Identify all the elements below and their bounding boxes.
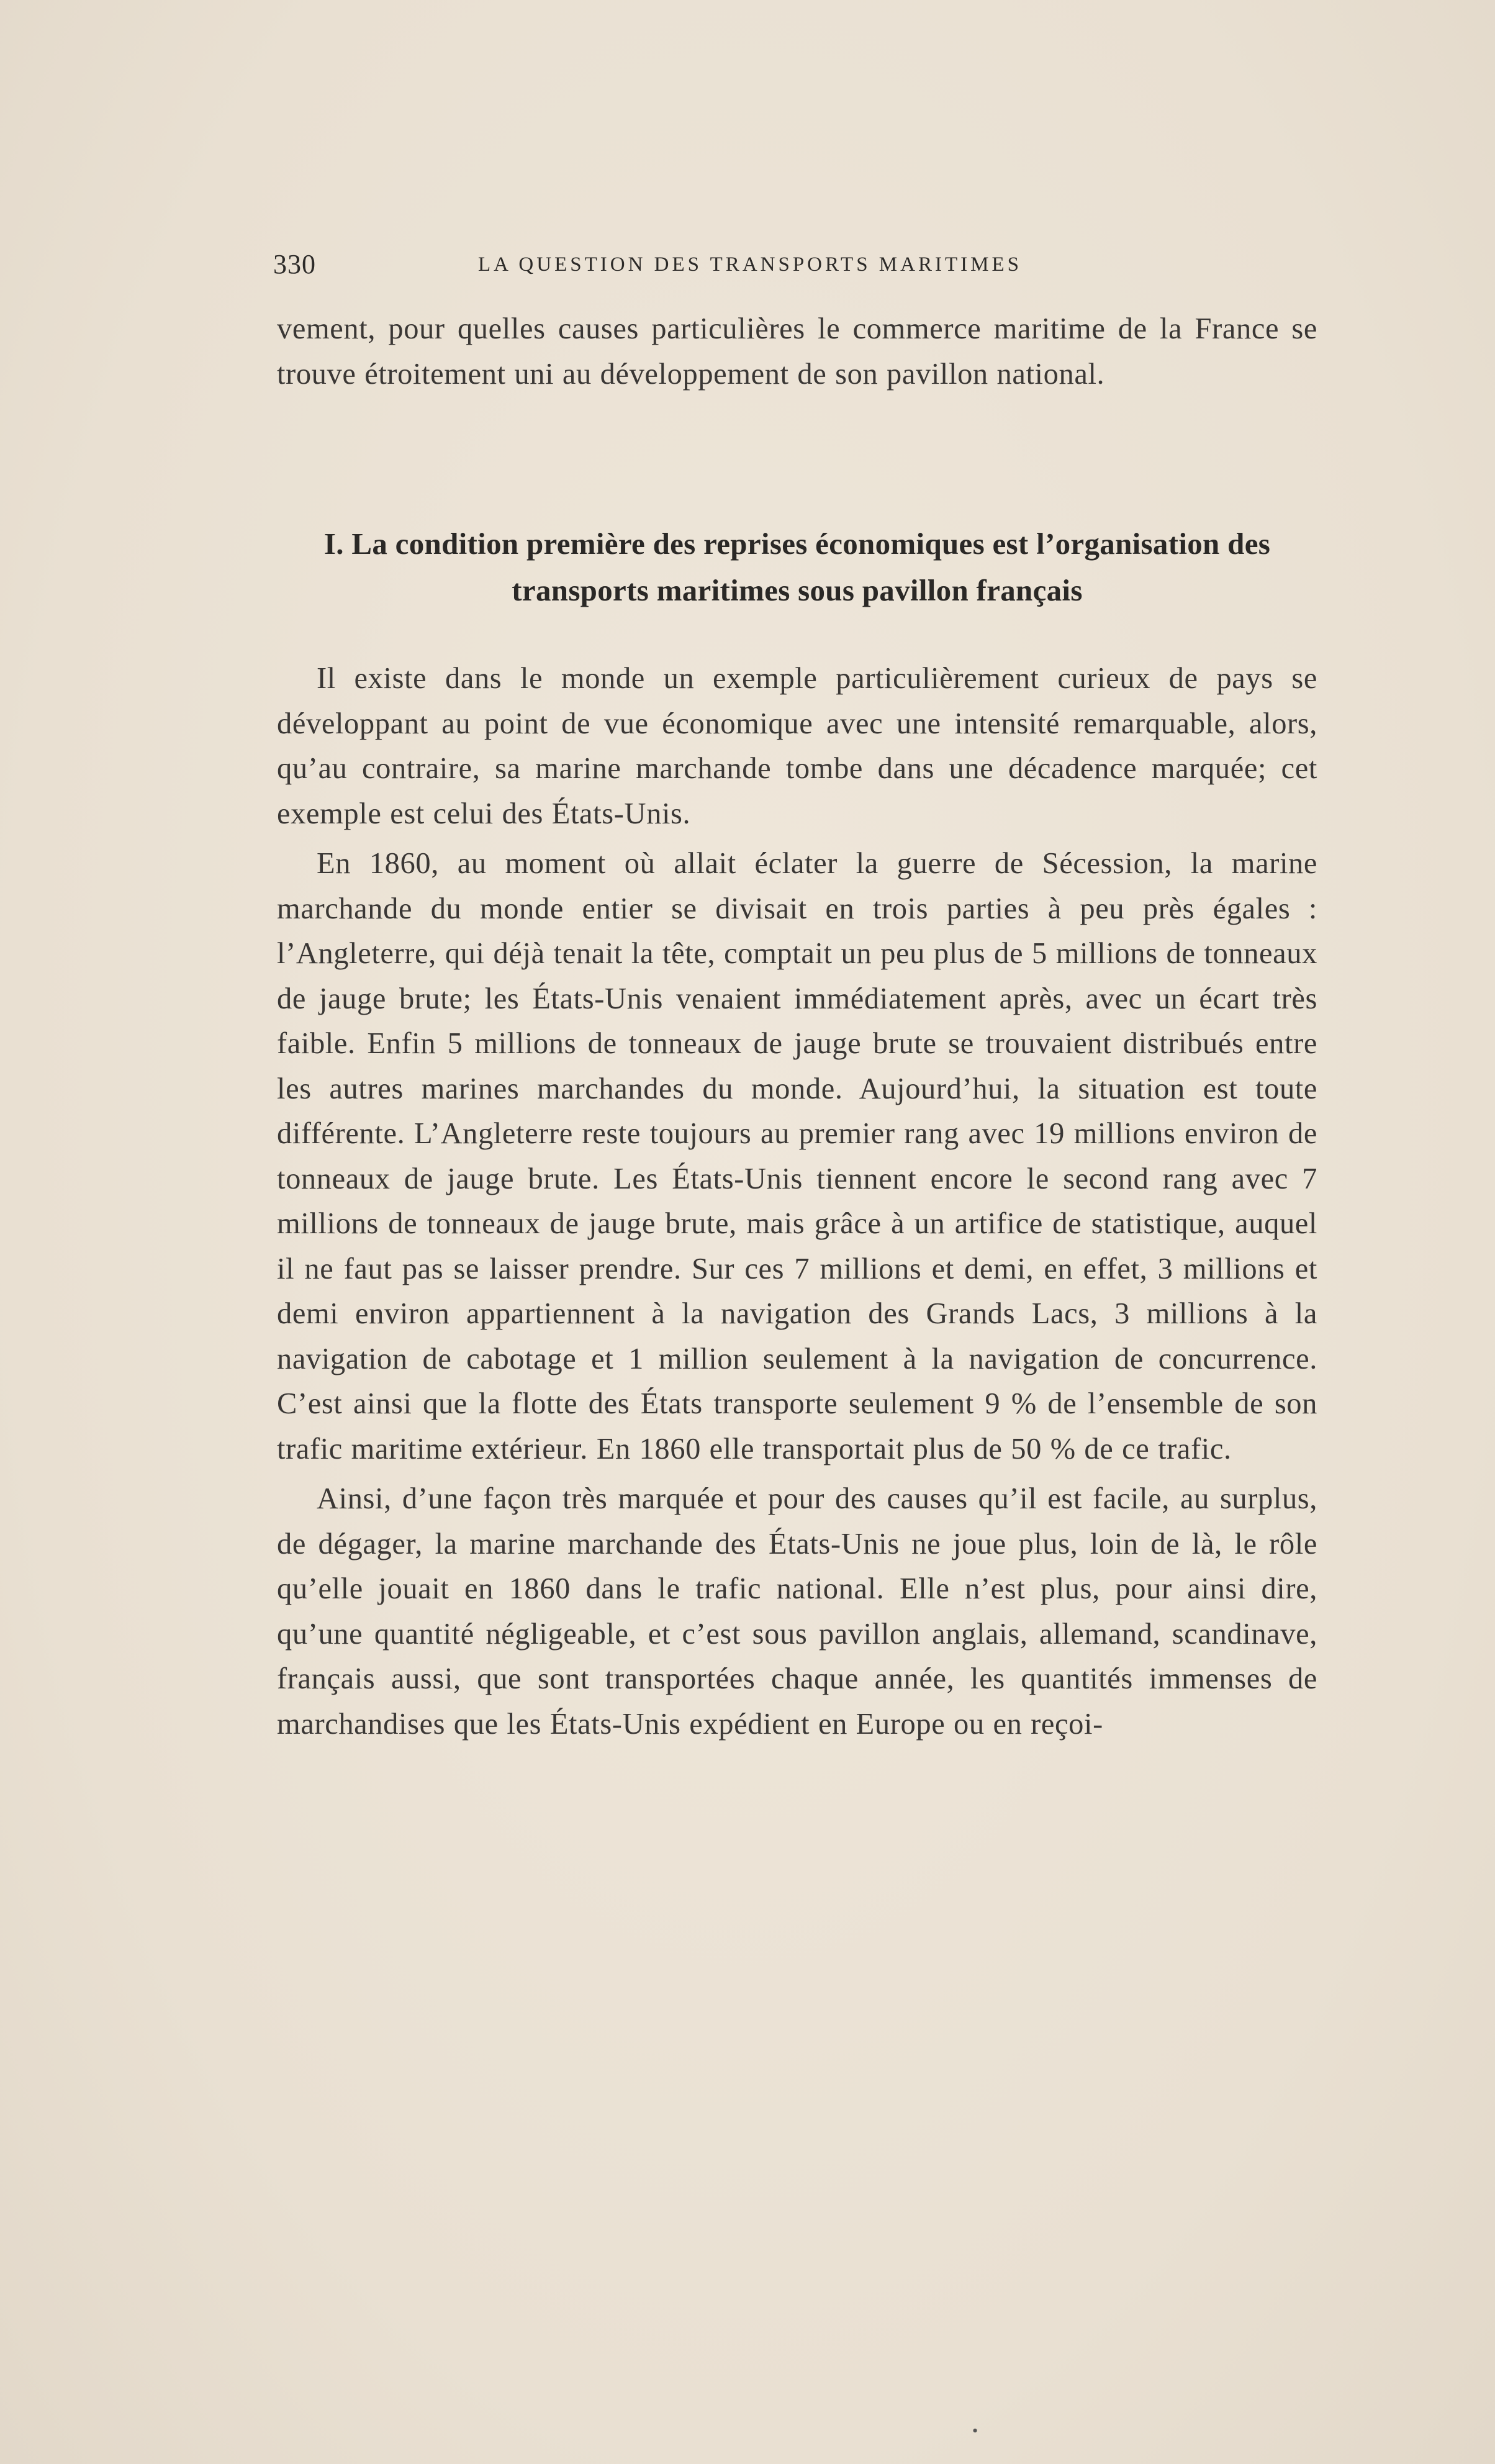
opening-paragraph-block [277,307,1317,397]
paragraph-conclusion: Ainsi, d’une façon très marquée et pour des causes qu’il est facile, au surplus, de dégager, la marine marchande des États-Unis ne joue plus, loin de là, le rôle qu’elle jouait en 1860 dans le trafic national. Elle n’est plus, pour ainsi dire, qu’une quantité négligeable, et c’est sous pavillon anglais, allemand, scandinave, français aussi, que sont transportées chaque année, les quantités immenses de marchandises que les États-Unis expédient en Europe ou en reçoi- [277,1482,1317,1741]
footer-ink-mark: • [972,2422,978,2440]
section-heading: I. La condition première des reprises économiques est l’organisation des transports maritimes sous pavillon français [323,527,1271,607]
running-title: LA QUESTION DES TRANSPORTS MARITIMES [478,253,1022,276]
paragraph-united-states-example: Il existe dans le monde un exemple particulièrement curieux de pays se développant au point de vue économique avec une intensité remarquable, alors, qu’au contraire, sa marine marchande tombe dans une décadence marquée; cet exemple est celui des États-Unis. [277,662,1317,830]
page-number: 330 [273,249,316,279]
opening-paragraph: vement, pour quelles causes particulières le commerce maritime de la France se trouve étroitement uni au développement de son pavillon national. [277,312,1317,391]
paragraph-1860-fleet: En 1860, au moment où allait éclater la guerre de Sécession, la marine marchande du monde entier se divisait en trois parties à peu près égales : l’Angleterre, qui déjà tenait la tête, comptait un peu plus de 5 millions de tonneaux de jauge brute; les États-Unis venaient immédiatement après, avec un écart très faible. Enfin 5 millions de tonneaux de jauge brute se trouvaient distribués entre les autres marines marchandes du monde. Aujourd’hui, la situation est toute différente. L’Angleterre reste toujours au premier rang avec 19 millions environ de tonneaux de jauge brute. Les États-Unis tiennent encore le second rang avec 7 millions de tonneaux de jauge brute, mais grâce à un artifice de statistique, auquel il ne faut pas se laisser prendre. Sur ces 7 millions et demi, en effet, 3 millions et demi environ appartiennent à la navigation des Grands Lacs, 3 millions à la navigation de cabotage et 1 million seulement à la navigation de concurrence. C’est ainsi que la flotte des États transporte seulement 9 % de l’ensemble de son trafic maritime extérieur. En 1860 elle transportait plus de 50 % de ce trafic. [277,847,1317,1465]
running-header [273,248,1341,286]
body-text [277,656,1317,1747]
